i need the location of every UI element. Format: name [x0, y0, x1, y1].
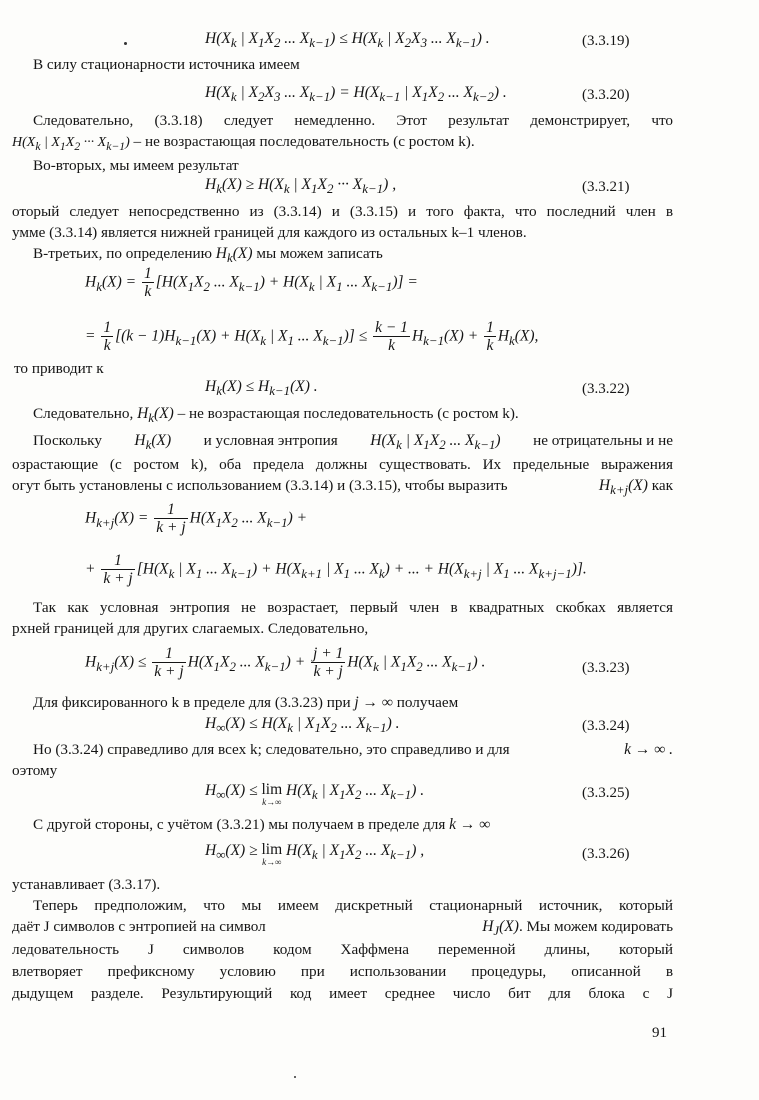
text-line: умме (3.3.14) является нижней границей для каждого из остальных k–1 членов. — [12, 224, 527, 241]
text-line: Во-вторых, мы имеем результат — [33, 157, 239, 174]
text-line: С другой стороны, с учётом (3.3.21) мы получаем в пределе для k → ∞ — [33, 816, 491, 833]
equation-number: (3.3.21) — [582, 179, 630, 195]
text-line: то приводит к — [14, 360, 104, 377]
text-line: Для фиксированного k в пределе для (3.3.23) при j → ∞ получаем — [33, 694, 459, 711]
equation-number: (3.3.26) — [582, 846, 630, 862]
text-line: озрастающие (с ростом k), оба предела должны существовать. Их предельные выражения — [12, 456, 673, 473]
text-line: влетворяет префиксному условию при использовании процедуры, описанной в — [12, 963, 673, 980]
text-line: Следовательно, (3.3.18) следует немедленно. Этот результат демонстрирует, что — [33, 112, 673, 129]
equation-3-3-24: $H_\infty(X) \le H(X_k$ | $X_1X_2$ ... $X_{k-1}$) . — [205, 715, 400, 736]
text-line: Но (3.3.24) справедливо для всех k; следовательно, это справедливо и для k → ∞ . — [33, 741, 673, 758]
equation-3-3-21: $H_k(X) \ge H(X_k$ | $X_1X_2$ ··· $X_{k-1}$) , — [205, 176, 397, 197]
text-line: В силу стационарности источника имеем — [33, 56, 300, 73]
equation-3-3-19: $H(X_k$ | $X_1X_2$ ... $X_{k-1}) \le H(X_k$ | $X_2X_3$ ... $X_{k-1}$) . — [205, 30, 490, 51]
equation-3-3-23: $H_{k+j}(X)$ ≤ $\frac{1}{k + j}$ $H(X_1X_2$ ... $X_{k-1}$) + $\frac{j + 1}{k + j}$ $H(X_k$ | $X_1X_2$ ... $X_{k-1}$) . — [85, 645, 486, 681]
equation-hkj-expansion: $H_{k+j}(X)$ = $\frac{1}{k + j}$ $H(X_1X_2$ ... $X_{k-1}$) + — [85, 501, 308, 537]
text-line: Следовательно, $H_k(X)$ – не возрастающая последовательность (с ростом k). — [33, 405, 519, 426]
text-line: ледовательность J символов кодом Хаффмена переменной длины, который — [12, 941, 673, 958]
stray-mark — [294, 1076, 296, 1078]
equation-hk-definition: $H_k(X)$ = $\frac{1}{k}$ [$H(X_1X_2$ ... $X_{k-1}) + H(X_k$ | $X_1$ ... $X_{k-1}$)] = — [85, 265, 418, 301]
equation-3-3-22: $H_k(X) \le H_{k-1}(X)$ . — [205, 378, 318, 399]
stray-mark — [124, 42, 127, 45]
equation-number: (3.3.20) — [582, 87, 630, 103]
equation-number: (3.3.24) — [582, 718, 630, 734]
text-line: огут быть установлены с использованием (3.3.14) и (3.3.15), чтобы выразить $H_{k+j}(X)$ как — [12, 477, 673, 498]
text-line: оторый следует непосредственно из (3.3.14) и (3.3.15) и того факта, что последний член в — [12, 203, 673, 220]
text-line: $H(X_k$ | $X_1X_2$ ··· $X_{k-1}$) – не возрастающая последовательность (с ростом k). — [12, 133, 475, 153]
equation-number: (3.3.23) — [582, 660, 630, 676]
text-line: рхней границей для других слагаемых. Следовательно, — [12, 620, 369, 637]
equation-number: (3.3.22) — [582, 381, 630, 397]
text-line: оэтому — [12, 762, 58, 779]
equation-number: (3.3.19) — [582, 33, 630, 49]
text-line: Так как условная энтропия не возрастает, первый член в квадратных скобках является — [33, 599, 673, 616]
equation-3-3-26: $H_\infty(X) \ge \lim$ k→∞ $H(X_k$ | $X_1X_2$ ... $X_{k-1}$) , — [205, 841, 425, 867]
text-line: Поскольку $H_k(X)$ и условная энтропия $H(X_k$ | $X_1X_2$ ... $X_{k-1}$) не отрицательны и не — [33, 432, 673, 453]
text-line: даёт J символов с энтропией на символ $H_J(X)$. Мы можем кодировать — [12, 918, 673, 939]
equation-hk-bound: = $\frac{1}{k}$ [$(k - 1)H_{k-1}(X) + H(X_k$ | $X_1$ ... $X_{k-1}$)] ≤ $\frac{k - 1}{k}$ $H_{k-1}(X)$ + $\frac{1}{k}$ $H_k(X)$, — [85, 319, 539, 355]
equation-hkj-expansion-cont: + $\frac{1}{k + j}$ [$H(X_k$ | $X_1$ ... $X_{k-1}) + H(X_{k+1}$ | $X_1$ ... $X_k$) + ... + $H(X_{k+j}$ | $X_1$ ... $X_{k+j-1}$)]. — [85, 552, 587, 588]
text-line: устанавливает (3.3.17). — [12, 876, 161, 893]
text-line: дыдущем разделе. Результирующий код имеет среднее число бит для блока с J — [12, 985, 673, 1002]
equation-3-3-20: $H(X_k$ | $X_2X_3$ ... $X_{k-1}) = H(X_{k-1}$ | $X_1X_2$ ... $X_{k-2}$) . — [205, 84, 507, 105]
equation-3-3-25: $H_\infty(X) \le \lim$ k→∞ $H(X_k$ | $X_1X_2$ ... $X_{k-1}$) . — [205, 781, 425, 807]
equation-number: (3.3.25) — [582, 785, 630, 801]
page-number: 91 — [652, 1025, 667, 1041]
text-line: В-третьих, по определению $H_k(X)$ мы можем записать — [33, 245, 383, 266]
text-line: Теперь предположим, что мы имеем дискретный стационарный источник, который — [33, 897, 673, 914]
